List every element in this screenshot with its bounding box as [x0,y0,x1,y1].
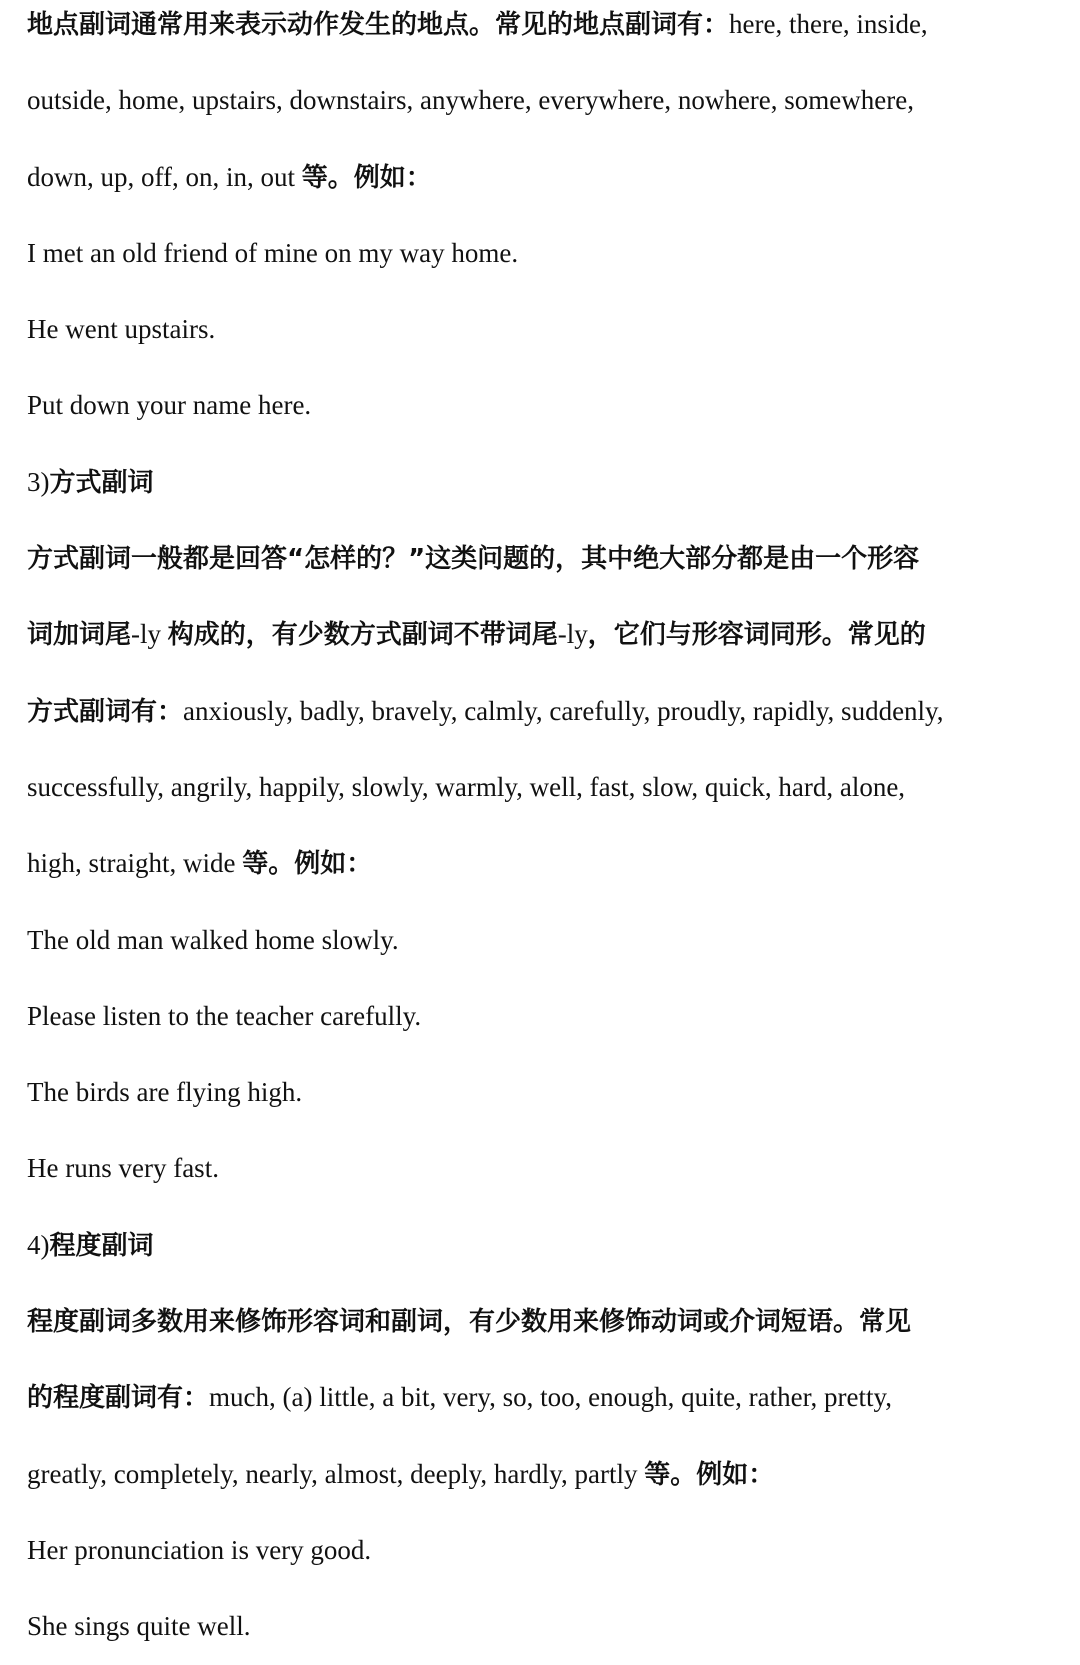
example-sentence [27,1130,1047,1206]
text-segment-cn: 等。例如： [644,1459,775,1490]
text-segment-en: I met an old friend of mine on my way home. [27,237,519,268]
text-line [27,62,1047,138]
text-segment-en: He went upstairs. [27,314,216,345]
section-title: 程度副词 [49,1230,154,1261]
text-segment-en: -ly [131,619,168,650]
text-line [27,749,1047,825]
example-sentence [27,215,1047,291]
text-segment-en: high, straight, wide [27,848,243,879]
text-line [27,0,1047,62]
text-segment-cn: 构成的，有少数方式副词不带词尾 [167,620,558,651]
text-segment-en: here, there, inside, [729,9,928,39]
document-body [27,0,1047,1665]
text-segment-en: She sings quite well. [27,1611,251,1642]
text-segment-cn: 方式副词一般都是回答“怎样的？”这类问题的，其中绝大部分都是由一个形容 [27,544,920,575]
example-sentence [27,978,1047,1054]
text-segment-cn: 等。例如： [242,849,373,880]
text-segment-cn: 等。例如： [301,162,432,193]
text-segment-cn: 的程度副词有： [27,1383,210,1414]
text-segment-en: outside, home, upstairs, downstairs, anywhere, everywhere, nowhere, somewhere, [27,85,914,116]
text-segment-cn: 程度副词多数用来修饰形容词和副词，有少数用来修饰动词或介词短语。常见 [27,1307,912,1338]
text-line [27,596,1047,672]
section-number: 4) [27,1229,50,1260]
text-segment-en: Please listen to the teacher carefully. [27,1000,422,1031]
text-segment-cn: ，它们与形容词同形。常见的 [587,620,926,651]
text-line [27,1283,1047,1359]
text-segment-en: down, up, off, on, in, out [27,161,302,192]
example-sentence [27,1588,1047,1664]
text-segment-en: greatly, completely, nearly, almost, deeply, hardly, partly [27,1458,645,1489]
text-segment-en: He runs very fast. [27,1153,219,1184]
text-segment-en: The old man walked home slowly. [27,924,399,955]
example-sentence [27,291,1047,367]
text-segment-cn: 地点副词通常用来表示动作发生的地点。常见的地点副词有： [27,10,730,40]
text-line [27,1359,1047,1435]
text-segment-en: The birds are flying high. [27,1077,303,1108]
example-sentence [27,902,1047,978]
text-segment-en: -ly [557,619,588,650]
text-segment-cn: 方式副词有： [27,696,184,727]
section-heading [27,1207,1047,1283]
section-title: 方式副词 [49,467,154,498]
text-segment-en: successfully, angrily, happily, slowly, warmly, well, fast, slow, quick, hard, alone, [27,771,906,802]
section-heading [27,444,1047,520]
text-line [27,139,1047,215]
text-line [27,825,1047,901]
example-sentence [27,367,1047,443]
example-sentence [27,1512,1047,1588]
text-segment-en: much, (a) little, a bit, very, so, too, enough, quite, rather, pretty, [209,1382,892,1413]
text-segment-en: Put down your name here. [27,390,312,421]
text-line [27,673,1047,749]
text-segment-cn: 词加词尾 [27,620,132,651]
text-line [27,520,1047,596]
text-segment-en: anxiously, badly, bravely, calmly, carefully, proudly, rapidly, suddenly, [183,695,944,726]
example-sentence [27,1054,1047,1130]
text-line [27,1436,1047,1512]
section-number: 3) [27,466,50,497]
text-segment-en: Her pronunciation is very good. [27,1534,372,1565]
